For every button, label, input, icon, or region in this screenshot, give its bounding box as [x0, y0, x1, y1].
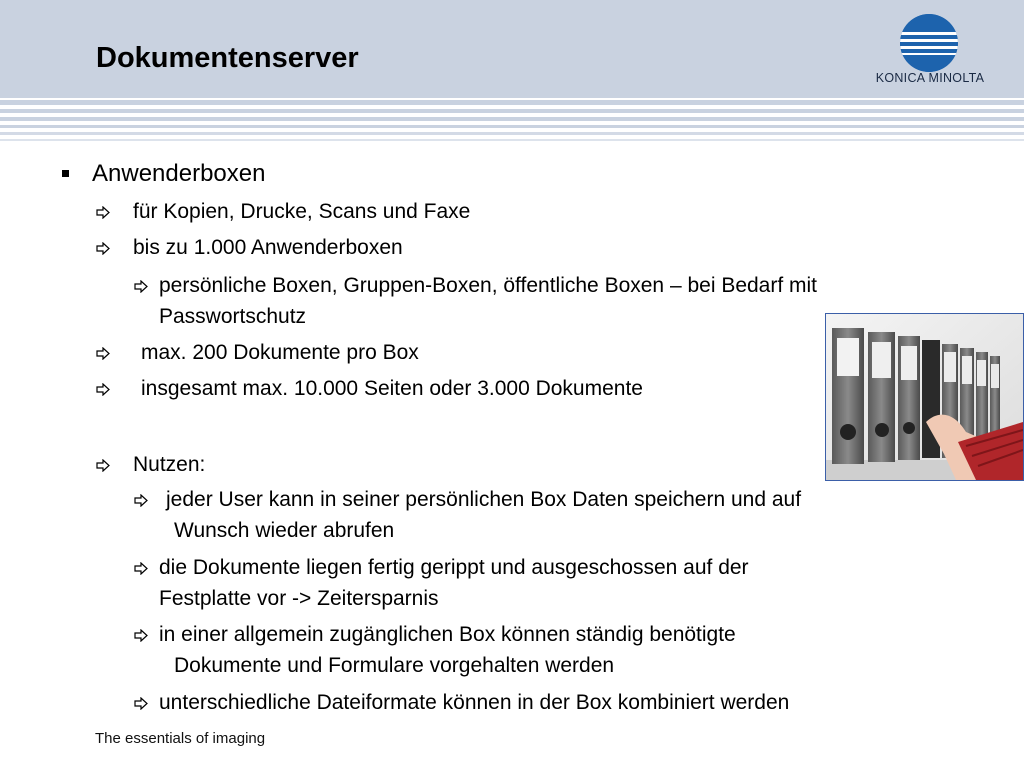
arrow-bullet-icon	[96, 347, 110, 360]
bullet-level1: Anwenderboxen	[92, 160, 266, 187]
list-item: die Dokumente liegen fertig gerippt und ausgeschossen auf der	[159, 556, 749, 579]
list-item: jeder User kann in seiner persönlichen Box Daten speichern und auf	[166, 488, 802, 511]
list-item: bis zu 1.000 Anwenderboxen	[133, 236, 403, 259]
list-item-continuation: Passwortschutz	[159, 305, 307, 328]
arrow-bullet-icon	[134, 494, 148, 507]
list-item: in einer allgemein zugänglichen Box können ständig benötigte	[159, 623, 736, 646]
arrow-bullet-icon	[134, 629, 148, 642]
arrow-bullet-icon	[96, 206, 110, 219]
list-item: insgesamt max. 10.000 Seiten oder 3.000 Dokumente	[141, 377, 643, 400]
arrow-bullet-icon	[134, 280, 148, 293]
arrow-bullet-icon	[96, 383, 110, 396]
arrow-bullet-icon	[96, 242, 110, 255]
list-item-continuation: Dokumente und Formulare vorgehalten werden	[174, 654, 615, 677]
arrow-bullet-icon	[134, 562, 148, 575]
footer-tagline: The essentials of imaging	[95, 730, 266, 747]
slide-title: Dokumentenserver	[96, 42, 359, 74]
list-item-continuation: Wunsch wieder abrufen	[174, 519, 395, 542]
arrow-bullet-icon	[96, 459, 110, 472]
list-item: Nutzen:	[133, 453, 206, 476]
list-item: max. 200 Dokumente pro Box	[141, 341, 419, 364]
list-item: persönliche Boxen, Gruppen-Boxen, öffentliche Boxen – bei Bedarf mit	[159, 274, 818, 297]
logo-wordmark: KONICA MINOLTA	[875, 71, 985, 85]
list-item: unterschiedliche Dateiformate können in der Box kombiniert werden	[159, 691, 790, 714]
list-item: für Kopien, Drucke, Scans und Faxe	[133, 200, 471, 223]
list-item-continuation: Festplatte vor -> Zeitersparnis	[159, 587, 439, 610]
square-bullet-icon	[62, 170, 69, 177]
binders-photo	[825, 313, 1024, 481]
arrow-bullet-icon	[134, 697, 148, 710]
